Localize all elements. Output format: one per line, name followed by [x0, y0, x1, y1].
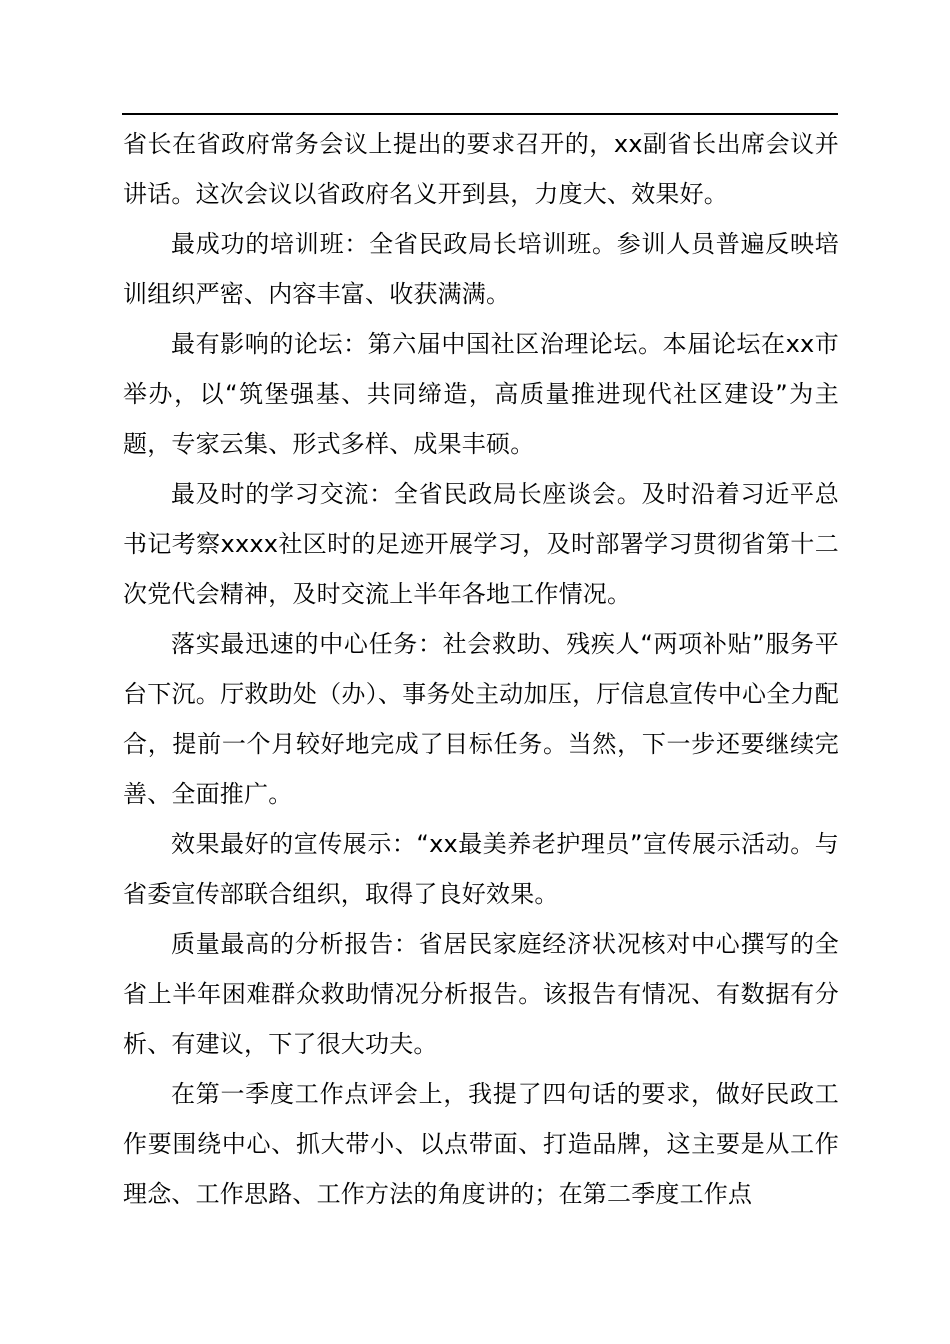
paragraph-forum: 最有影响的论坛：第六届中国社区治理论坛。本届论坛在xx市举办，以“筑堡强基、共同缔造，高质量推进现代社区建设”为主题，专家云集、形式多样、成果丰硕。: [123, 330, 839, 458]
paragraph-continued: 省长在省政府常务会议上提出的要求召开的，xx副省长出席会议并讲话。这次会议以省政府名义开到县，力度大、效果好。: [123, 130, 839, 208]
paragraph-study-exchange: 最及时的学习交流：全省民政局长座谈会。及时沿着习近平总书记考察xxxx社区时的足迹开展学习，及时部署学习贯彻省第十二次党代会精神，及时交流上半年各地工作情况。: [123, 480, 839, 608]
body-text: [123, 119, 839, 1219]
paragraph-publicity: 效果最好的宣传展示：“xx最美养老护理员”宣传展示活动。与省委宣传部联合组织，取得了良好效果。: [123, 830, 839, 908]
paragraph-central-task: 落实最迅速的中心任务：社会救助、残疾人“两项补贴”服务平台下沉。厅救助处（办）、事务处主动加压，厅信息宣传中心全力配合，提前一个月较好地完成了目标任务。当然，下一步还要继续完善、全面推广。: [123, 630, 839, 808]
paragraph-quarterly-review: 在第一季度工作点评会上，我提了四句话的要求，做好民政工作要围绕中心、抓大带小、以点带面、打造品牌，这主要是从工作理念、工作思路、工作方法的角度讲的；在第二季度工作点: [123, 1080, 839, 1208]
paragraph-training: 最成功的培训班：全省民政局长培训班。参训人员普遍反映培训组织严密、内容丰富、收获满满。: [123, 230, 839, 308]
header-rule: [122, 113, 838, 115]
paragraph-analysis-report: 质量最高的分析报告：省居民家庭经济状况核对中心撰写的全省上半年困难群众救助情况分析报告。该报告有情况、有数据有分析、有建议，下了很大功夫。: [123, 930, 839, 1058]
